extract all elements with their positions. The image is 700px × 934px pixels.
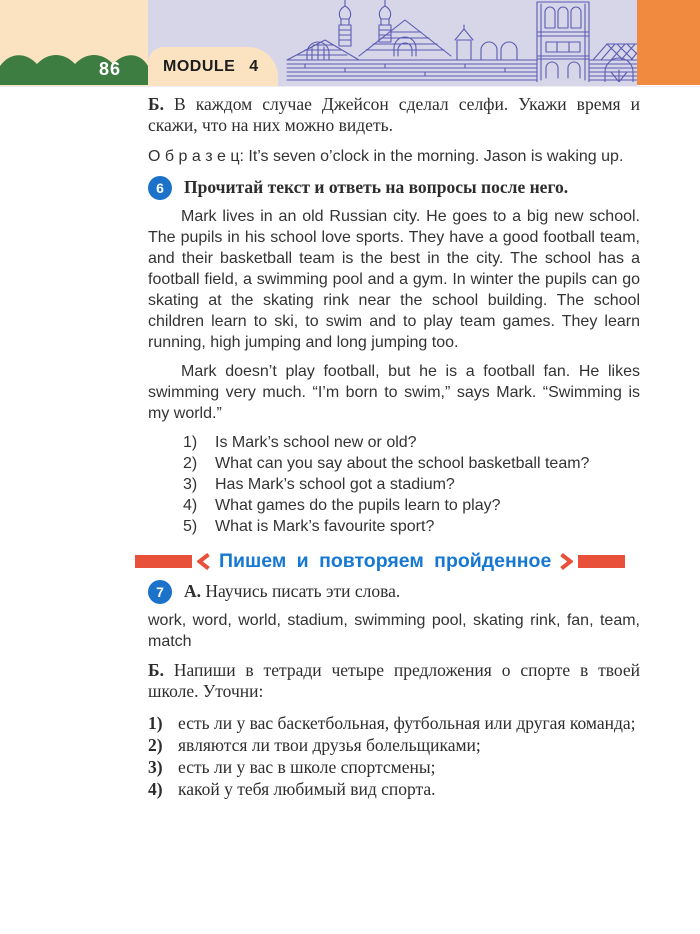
part-a-text: Научись писать эти слова. — [205, 581, 401, 601]
prompt-item — [148, 734, 640, 756]
obrazec-label: О б р а з е ц: — [148, 148, 244, 165]
reading-text-paragraph-1: Mark lives in an old Russian city. He goes to a big new school. The pupils in his school love sports. They have a good football team, and their basketball team is the best in the city. The school has a football field, a swimming pool and a gym. In winter the pupils can go skating at the skating rink near the school building. The school children learn to ski, to swim and to play team games. They learn running, high jumping and long jumping too. — [148, 208, 640, 351]
question-number: 4) — [183, 497, 198, 514]
prompt-text: есть ли у вас в школе спортсмены; — [178, 757, 436, 777]
task-b-marker: Б. — [148, 94, 164, 114]
banner-bar-left — [135, 555, 192, 568]
question-item — [183, 495, 640, 516]
question-number: 3) — [183, 476, 198, 493]
module-label-blob — [148, 47, 278, 86]
prompt-item — [148, 756, 640, 778]
task-b-paragraph — [148, 94, 640, 136]
city-skyline-illustration — [285, 0, 637, 82]
page-number: 86 — [98, 59, 121, 79]
part-a-marker: А. — [184, 581, 202, 601]
prompt-item — [148, 778, 640, 800]
prompt-text: какой у тебя любимый вид спорта. — [178, 779, 436, 799]
task-b2-marker: Б. — [148, 660, 164, 680]
section-banner — [135, 551, 640, 571]
word-list-paragraph: work, word, world, stadium, swimming pool, skating rink, fan, team, match — [148, 612, 640, 650]
exercise-6-title: Прочитай текст и ответь на вопросы после него. — [184, 177, 569, 197]
question-number: 1) — [183, 434, 198, 451]
exercise-6-header — [148, 175, 640, 200]
obrazec-paragraph — [148, 146, 640, 167]
exercise-7a-title — [184, 579, 400, 603]
page-number-tab — [0, 51, 148, 85]
header-band — [0, 0, 700, 87]
obrazec-text: It’s seven o’clock in the morning. Jason is waking up. — [248, 148, 624, 165]
question-text: What can you say about the school basketball team? — [215, 455, 590, 472]
header-orange-strip — [637, 0, 700, 85]
question-text: What games do the pupils learn to play? — [215, 497, 501, 514]
prompt-number: 3) — [148, 757, 163, 777]
prompt-number: 1) — [148, 713, 163, 733]
question-text: What is Mark’s favourite sport? — [215, 518, 435, 535]
question-number: 5) — [183, 518, 198, 535]
exercise-7-header — [148, 579, 640, 604]
prompt-item — [148, 712, 640, 734]
chevron-left-icon — [197, 553, 210, 570]
question-text: Has Mark’s school got a stadium? — [215, 476, 455, 493]
question-item — [183, 453, 640, 474]
prompt-text: являются ли твои друзья болельщиками; — [178, 735, 481, 755]
banner-bar-right — [578, 555, 625, 568]
section-title: Пишем и повторяем пройденное — [219, 549, 552, 572]
exercise-6-number-badge: 6 — [148, 176, 172, 200]
prompts-list — [148, 712, 640, 800]
question-text: Is Mark’s school new or old? — [215, 434, 417, 451]
module-label: MODULE 4 — [163, 58, 259, 75]
question-item — [183, 474, 640, 495]
questions-list — [183, 432, 640, 537]
page-content — [148, 94, 640, 800]
question-number: 2) — [183, 455, 198, 472]
prompt-text: есть ли у вас баскетбольная, футбольная или другая команда; — [178, 713, 636, 733]
question-item — [183, 432, 640, 453]
task-b2-paragraph — [148, 660, 640, 702]
question-item — [183, 516, 640, 537]
prompt-number: 4) — [148, 779, 163, 799]
scalloped-tab-shape — [0, 51, 148, 85]
reading-text-paragraph-2: Mark doesn’t play football, but he is a football fan. He likes swimming very much. “I’m born to swim,” says Mark. “Swimming is my world.” — [148, 363, 640, 422]
exercise-7-number-badge: 7 — [148, 580, 172, 604]
task-b2-text: Напиши в тетради четыре предложения о спорте в твоей школе. Уточни: — [148, 660, 641, 701]
prompt-number: 2) — [148, 735, 163, 755]
task-b-text: В каждом случае Джейсон сделал селфи. Укажи время и скажи, что на них можно видеть. — [148, 94, 641, 135]
chevron-right-icon — [560, 553, 573, 570]
